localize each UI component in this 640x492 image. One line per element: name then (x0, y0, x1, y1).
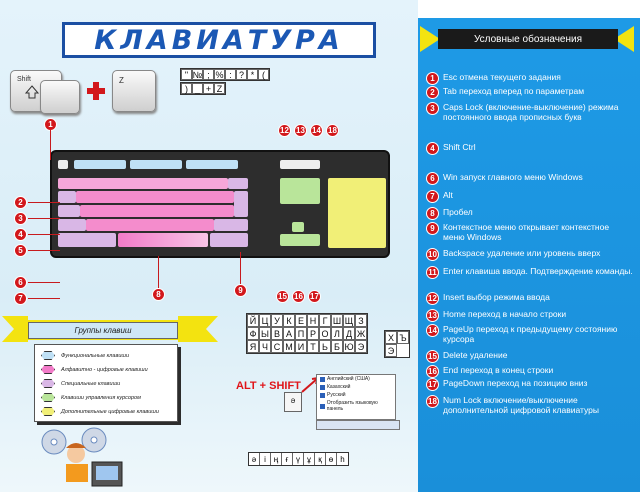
legend-text: PageUp переход к предыдущему состоянию курсора (443, 324, 618, 344)
symbol-cell: " (181, 69, 192, 80)
kazakh-letter: қ (315, 453, 326, 465)
language-menu-item[interactable] (317, 383, 395, 391)
legend-text: Esc отмена текущего задания (443, 72, 561, 82)
arrow-keys (280, 234, 320, 246)
legend-number: 8 (426, 207, 439, 220)
legend-item (426, 207, 633, 220)
legend-item (426, 172, 633, 185)
symbol-cell: ) (181, 83, 192, 94)
callout-top: 14 (310, 124, 323, 137)
callout-left: 2 (14, 196, 27, 209)
symbol-cell: % (215, 69, 224, 80)
kazakh-letter: һ (340, 454, 345, 464)
symbol-cell: № (192, 69, 203, 80)
cyrillic-key: Ж (356, 328, 366, 339)
cyrillic-key: Л (331, 327, 343, 340)
f9-f12-keys (186, 160, 238, 169)
alt-shift-label: ALT + SHIFT (236, 380, 301, 392)
cyrillic-key: Б (331, 340, 343, 353)
legend-number: 11 (426, 266, 439, 279)
language-menu (316, 374, 396, 420)
legend-item (426, 292, 633, 305)
callout-8: 8 (152, 288, 165, 301)
kazakh-letter: ғ (282, 453, 293, 465)
cyrillic-layout (246, 313, 368, 354)
legend-text: Caps Lock (включение-выключение) режима постоянного ввода прописных букв (443, 102, 619, 122)
language-menu-item[interactable] (317, 375, 395, 383)
enter-key (234, 191, 248, 217)
legend-number: 13 (426, 309, 439, 322)
callout-8-line (158, 256, 159, 288)
group-label: Специальные клавиши (61, 380, 121, 387)
legend-item (426, 378, 633, 391)
legend-number: 2 (426, 86, 439, 99)
legend-number: 7 (426, 190, 439, 203)
symbol-cell: ( (258, 69, 269, 80)
group-color-icon (41, 393, 55, 402)
group-item (41, 393, 141, 402)
nav-cluster (280, 178, 320, 204)
callout-mid: 16 (292, 290, 305, 303)
callout-mid: 17 (308, 290, 321, 303)
key-blank (40, 80, 80, 114)
cyrillic-key: М (283, 340, 295, 353)
z-key-label: Z (119, 76, 124, 85)
callout-line (28, 250, 60, 251)
language-menu-item[interactable] (317, 399, 395, 413)
zxcv-row (86, 219, 214, 231)
asdf-row (80, 205, 234, 217)
symbol-cell: Z (214, 83, 225, 94)
group-item (41, 379, 120, 388)
legend-text: Пробел (443, 207, 473, 217)
legend-item (426, 190, 633, 203)
language-flag-icon (320, 385, 325, 390)
symbol-cell: + (203, 83, 214, 94)
legend-number: 14 (426, 324, 439, 337)
cyrillic-key: З (355, 314, 367, 327)
legend-text: Home переход в начало строки (443, 309, 567, 319)
legend-text: Delete удаление (443, 350, 508, 360)
kazakh-letter: ә (249, 453, 260, 465)
legend-number: 3 (426, 102, 439, 115)
legend-text: PageDown переход на позицию вниз (443, 378, 588, 388)
number-row (58, 178, 228, 189)
cyrillic-key: Э (355, 340, 367, 353)
cyrillic-key: О (319, 327, 331, 340)
left-shift-key (58, 219, 86, 231)
groups-ribbon (2, 314, 218, 344)
cyrillic-key: П (295, 327, 307, 340)
symbol-cell: _ (192, 83, 203, 94)
cyrillic-extra (384, 330, 410, 358)
cyrillic-extra-key: Э (385, 344, 397, 357)
callout-line (28, 298, 60, 299)
cyrillic-key: Т (307, 340, 319, 353)
backspace-key (228, 178, 248, 189)
callout-top: 13 (294, 124, 307, 137)
legend-number: 12 (426, 292, 439, 305)
shift-key-label: Shift (17, 76, 32, 83)
language-key: Ә (284, 392, 302, 412)
cyrillic-key: И (295, 340, 307, 353)
space-bar (118, 233, 208, 247)
cyrillic-key: Н (307, 314, 319, 327)
callout-left: 5 (14, 244, 27, 257)
legend-item (426, 395, 633, 415)
legend-item (426, 324, 633, 344)
kazakh-letters (248, 452, 349, 466)
page-title: КЛАВИАТУРА (62, 22, 376, 58)
callouts-mid (276, 290, 321, 303)
z-key (112, 70, 156, 112)
tab-key (58, 191, 76, 203)
cyrillic-key: Ф (247, 327, 259, 340)
legend-text: Shift Ctrl (443, 142, 476, 152)
kazakh-letter: ң (271, 453, 282, 465)
legend-number: 9 (426, 222, 439, 235)
right-shift-key (214, 219, 248, 231)
legend-text: Num Lock включение/выключение дополнительной цифровой клавиатуры (443, 395, 600, 415)
cyrillic-key: У (271, 314, 283, 327)
cyrillic-key: Ь (319, 340, 331, 353)
legend-text: Alt (443, 190, 453, 200)
group-label: Клавиши управления курсором (61, 394, 141, 401)
callout-mid: 15 (276, 290, 289, 303)
kazakh-letter: ұ (304, 453, 315, 465)
shift-arrow-icon (25, 85, 39, 99)
callout-top: 18 (326, 124, 339, 137)
cyrillic-key: Е (295, 314, 307, 327)
callout-9: 9 (234, 284, 247, 297)
arrow-up-key (292, 222, 304, 232)
language-menu-label: Казахский (327, 384, 351, 390)
legend-item (426, 142, 633, 155)
symbol-cell: ? (236, 69, 247, 80)
groups-legend (34, 344, 178, 422)
legend-number: 18 (426, 395, 439, 408)
language-menu-label: Отобразить языковую панель (326, 400, 378, 412)
callout-9-line (240, 252, 241, 284)
group-item (41, 365, 148, 374)
legend-text: Backspace удаление или уровень вверх (443, 248, 601, 258)
group-color-icon (41, 351, 55, 360)
cyrillic-key: К (283, 314, 295, 327)
cyrillic-key: Д (343, 327, 355, 340)
cyrillic-key: Ы (259, 327, 271, 340)
legend-item (426, 222, 633, 242)
group-label: Функциональные клавиши (61, 352, 129, 359)
legend-item (426, 248, 633, 261)
cyrillic-key: С (271, 340, 283, 353)
language-flag-icon (320, 377, 325, 382)
callout-top: 12 (278, 124, 291, 137)
legend-number: 15 (426, 350, 439, 363)
legend-number: 10 (426, 248, 439, 261)
callout-left: 1 (44, 118, 57, 131)
callout-left: 6 (14, 276, 27, 289)
cyrillic-key: Й (247, 314, 259, 327)
cyrillic-key: Щ (344, 315, 354, 326)
boy-with-cds-illustration (36, 418, 136, 492)
cyrillic-key: Ц (259, 314, 271, 327)
legend-header: Условные обозначения (438, 29, 618, 49)
legend-text: Win запуск главного меню Windows (443, 172, 583, 182)
bottom-right-mods (210, 233, 248, 247)
legend-number: 17 (426, 378, 439, 391)
cyrillic-key: Р (307, 327, 319, 340)
bottom-left-mods (58, 233, 116, 247)
taskbar (316, 420, 400, 430)
group-color-icon (41, 365, 55, 374)
plus-icon (87, 82, 105, 100)
legend-text: Enter клавиша ввода. Подтверждение команды. (443, 266, 633, 276)
callout-left: 4 (14, 228, 27, 241)
cyrillic-key: Г (319, 314, 331, 327)
groups-header: Группы клавиш (28, 322, 178, 339)
kazakh-letter: і (260, 453, 271, 465)
cyrillic-key: Ч (259, 340, 271, 353)
legend-number: 6 (426, 172, 439, 185)
callouts-top (278, 124, 339, 137)
callout-line (28, 202, 60, 203)
symbol-cell: ; (203, 69, 214, 80)
cyrillic-key: Ю (344, 341, 354, 352)
legend-text: Tab переход вперед по параметрам (443, 86, 585, 96)
keyboard (50, 150, 390, 258)
group-color-icon (41, 379, 55, 388)
group-label: Дополнительные цифровые клавиши (61, 408, 159, 415)
legend-item (426, 86, 633, 99)
f1-f4-keys (74, 160, 126, 169)
legend-item (426, 102, 633, 122)
cyrillic-key: Ш (332, 315, 342, 326)
numpad (328, 178, 386, 248)
f5-f8-keys (130, 160, 182, 169)
esc-key (58, 160, 68, 169)
print-screen-keys (280, 160, 320, 169)
callout-line (28, 234, 60, 235)
callout-left: 3 (14, 212, 27, 225)
callout-left: 7 (14, 292, 27, 305)
language-menu-label: Английский (США) (327, 376, 370, 382)
callout-line (50, 130, 51, 160)
language-flag-icon (320, 404, 325, 409)
legend-text: End переход в конец строки (443, 365, 554, 375)
cyrillic-key: А (283, 327, 295, 340)
legend-item (426, 266, 633, 279)
legend-item (426, 72, 633, 85)
kazakh-letter: ө (326, 453, 337, 465)
legend-item (426, 350, 633, 363)
legend-item (426, 309, 633, 322)
legend-number: 4 (426, 142, 439, 155)
group-item (41, 407, 159, 416)
language-menu-item[interactable] (317, 391, 395, 399)
language-flag-icon (320, 393, 325, 398)
symbols-row-2 (180, 82, 226, 95)
cyrillic-extra-key: Х (385, 331, 397, 344)
symbols-row-1 (180, 68, 270, 81)
symbol-cell: : (225, 69, 236, 80)
cyrillic-key: В (271, 327, 283, 340)
caps-lock-key (58, 205, 80, 217)
legend-item (426, 365, 633, 378)
legend-number: 1 (426, 72, 439, 85)
cyrillic-extra-key: Ъ (397, 331, 409, 344)
language-menu-label: Русский (327, 392, 346, 398)
legend-text: Insert выбор режима ввода (443, 292, 550, 302)
group-item (41, 351, 129, 360)
group-color-icon (41, 407, 55, 416)
callout-line (28, 282, 60, 283)
qwerty-row (76, 191, 234, 203)
legend-number: 16 (426, 365, 439, 378)
symbol-cell: * (247, 69, 258, 80)
kazakh-letter: ү (293, 453, 304, 465)
legend-text: Контекстное меню открывает контекстное меню Windows (443, 222, 610, 242)
callout-line (28, 218, 60, 219)
legend-header-ribbon (420, 26, 634, 52)
cyrillic-key: Я (247, 340, 259, 353)
group-label: Алфавитно - цифровые клавиши (61, 366, 148, 373)
